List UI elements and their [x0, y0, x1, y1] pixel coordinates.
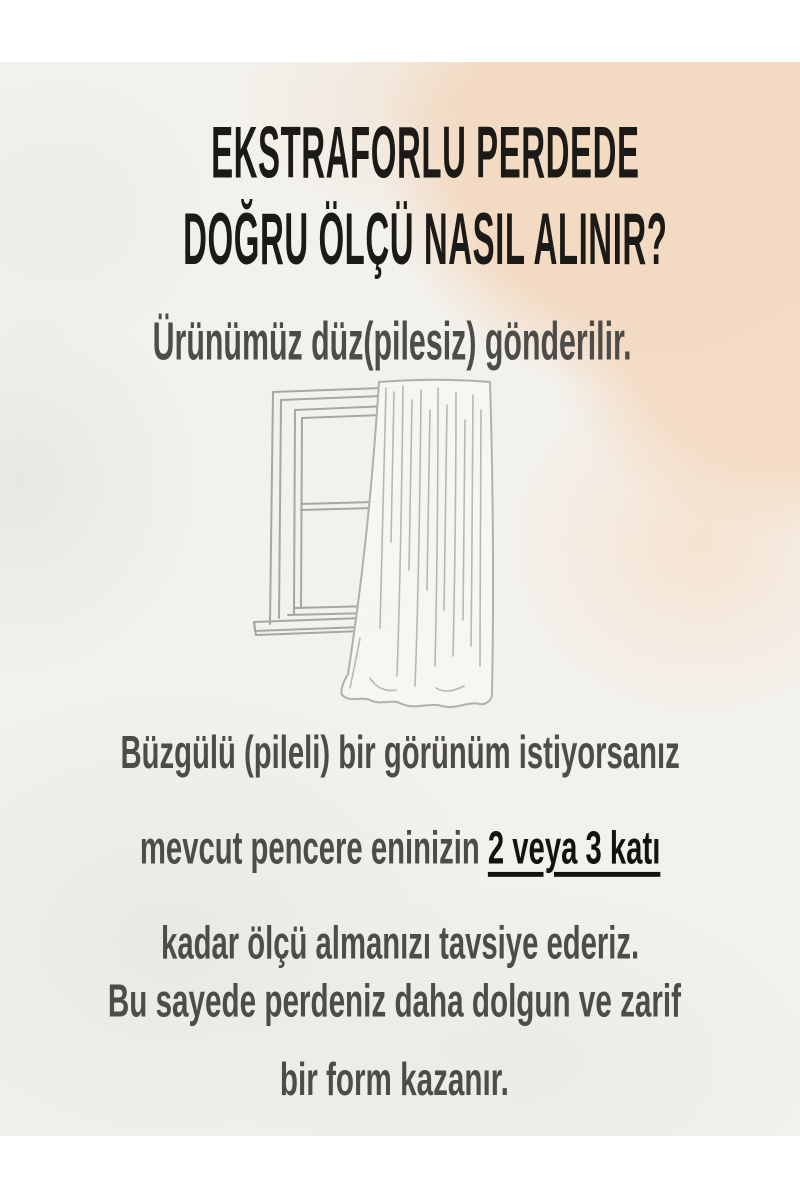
closing-paragraph: [0, 963, 794, 1106]
closing-line-1: Bu sayede perdeniz daha dolgun ve zarif: [107, 976, 681, 1028]
closing-line-2: bir form kazanır.: [279, 1054, 509, 1106]
window-curtain-sketch-svg: [240, 378, 506, 712]
subtitle: [0, 312, 792, 372]
bottom-white-margin: [0, 1136, 800, 1200]
measure-advice-paragraph: [0, 706, 800, 970]
measure-multiplier-highlight: 2 veya 3 katı: [487, 823, 661, 875]
top-white-margin: [0, 0, 800, 62]
page-title-line-1: EKSTRAFORLU PERDEDE: [211, 111, 640, 194]
measure-advice-line-2-prefix: mevcut pencere eninizin: [139, 823, 488, 875]
page-title: [0, 109, 785, 280]
subtitle-text: Ürünümüz düz(pilesiz) gönderilir.: [152, 312, 632, 372]
measure-advice-line-1: Büzgülü (pileli) bir görünüm istiyorsanız: [120, 727, 680, 780]
measure-advice-line-3: kadar ölçü almanızı tavsiye ederiz.: [160, 918, 640, 970]
curtain-sketch: [341, 380, 493, 707]
page-title-line-2: DOĞRU ÖLÇÜ NASIL ALINIR?: [183, 198, 668, 280]
window-curtain-illustration: [240, 378, 506, 712]
measure-advice-line-2: [120, 801, 679, 896]
